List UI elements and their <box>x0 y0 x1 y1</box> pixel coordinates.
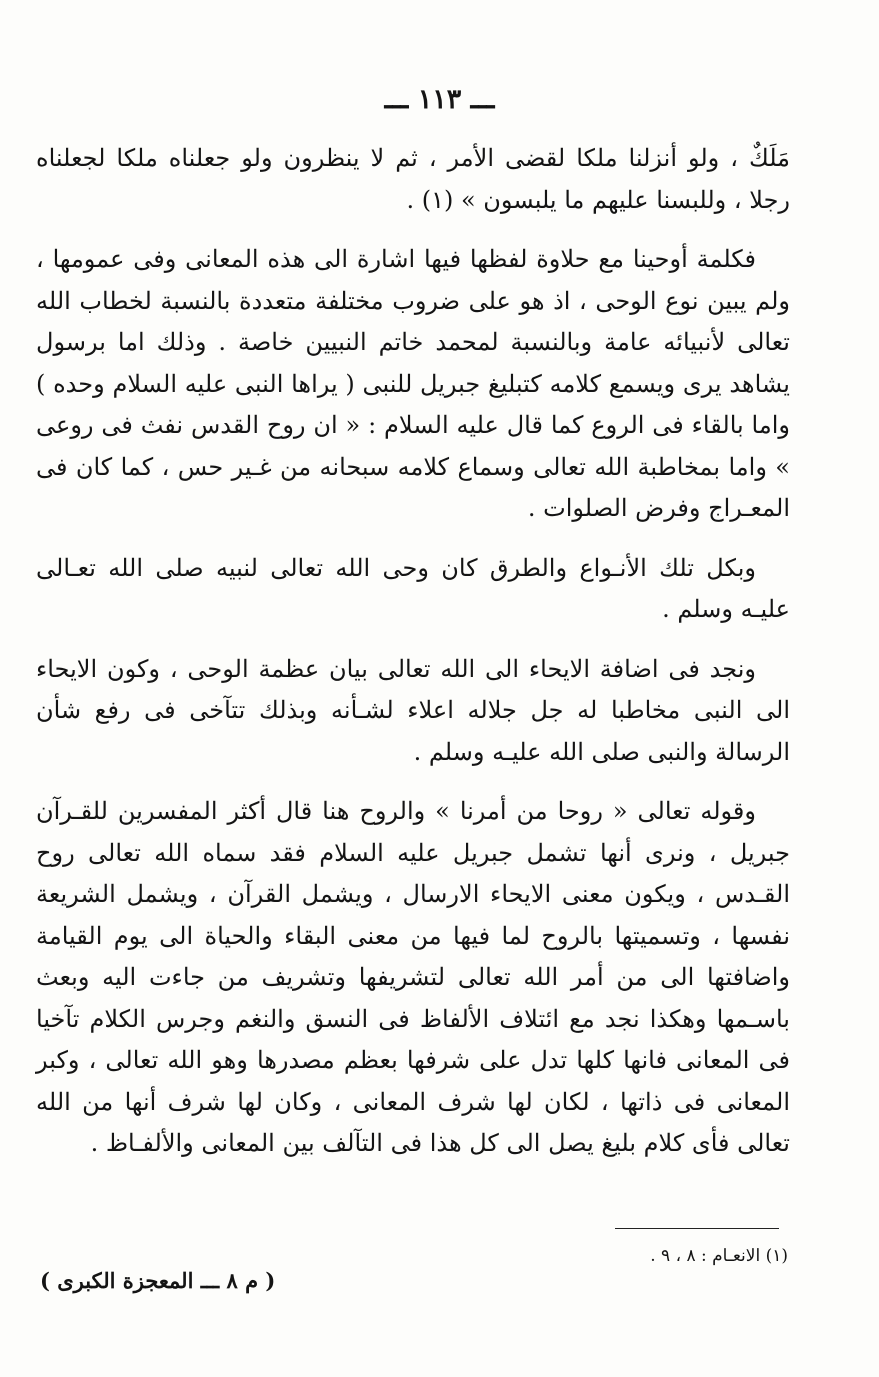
paragraph-all-kinds: وبكل تلك الأنـواع والطرق كان وحى الله تعالى لنبيه صلى الله تعـالى عليـه وسلم . <box>36 553 790 623</box>
footnote: (١) الانعـام : ٨ ، ٩ . <box>650 1246 788 1266</box>
paragraph-revelation-types: فكلمة أوحينا مع حلاوة لفظها فيها اشارة الى هذه المعانى وفى عمومها ، ولم يبين نوع الوحى ، اذ هو على ضروب مختلفة متعددة بالنسبة لخطاب الله تعالى لأنبيائه عامة وبالنسبة لمحمد خاتم النبيين خاصة . وذلك اما برسول يشاهد يرى ويسمع كلامه كتبليغ جبريل للنبى ( يراها النبى عليه السلام وحده ) واما بالقاء فى الروع كما قال عليه السلام : « ان روح القدس نفث فى روعى » واما بمخاطبة الله تعالى وسماع كلامه سبحانه من غـير حس ، كما كان فى المعـراج وفرض الصلوات . <box>36 245 790 522</box>
printer-signature: ( م ٨ ـــ المعجزة الكبرى ) <box>40 1268 276 1293</box>
page-number: ـــ ١١٣ ـــ <box>384 84 495 115</box>
paragraph-attribution: ونجد فى اضافة الايحاء الى الله تعالى بيان عظمة الوحى ، وكون الايحاء الى النبى مخاطبا له جل جلاله اعلاء لشـأنه وبذلك تتآخى فى رفع شأن الرسالة والنبى صلى الله عليـه وسلم . <box>36 654 790 766</box>
paragraph-quote-ending: مَلَكٌ ، ولو أنزلنا ملكا لقضى الأمر ، ثم لا ينظرون ولو جعلناه ملكا لجعلناه رجلا ، وللبسنا عليهم ما يلبسون » (١) . <box>36 144 790 214</box>
footnote-divider <box>615 1228 779 1229</box>
body-text <box>36 138 790 1165</box>
paragraph-spirit: وقوله تعالى « روحا من أمرنا » والروح هنا قال أكثر المفسرين للقـرآن جبريل ، ونرى أنها تشمل جبريل عليه السلام فقد سماه الله تعالى روح القـدس ، ويكون معنى الايحاء الارسال ، ويشمل القرآن ، ويشمل الشريعة نفسها ، وتسميتها بالروح لما فيها من معنى البقاء والحياة الى يوم القيامة واضافتها الى من أمر الله تعالى لتشريفها وتشريف من جاءت اليه وبعث باسـمها وهكذا نجد مع ائتلاف الألفاظ فى النسق والنغم وجرس الكلام تآخيا فى المعانى فانها كلها تدل على شرفها بعظم مصدرها وهو الله تعالى ، وكبر المعانى فى ذاتها ، لكان لها شرف المعانى ، وكان لها شرف أنها من الله تعالى فأى كلام بليغ يصل الى كل هذا فى التآلف بين المعانى والألفـاظ . <box>36 797 790 1157</box>
